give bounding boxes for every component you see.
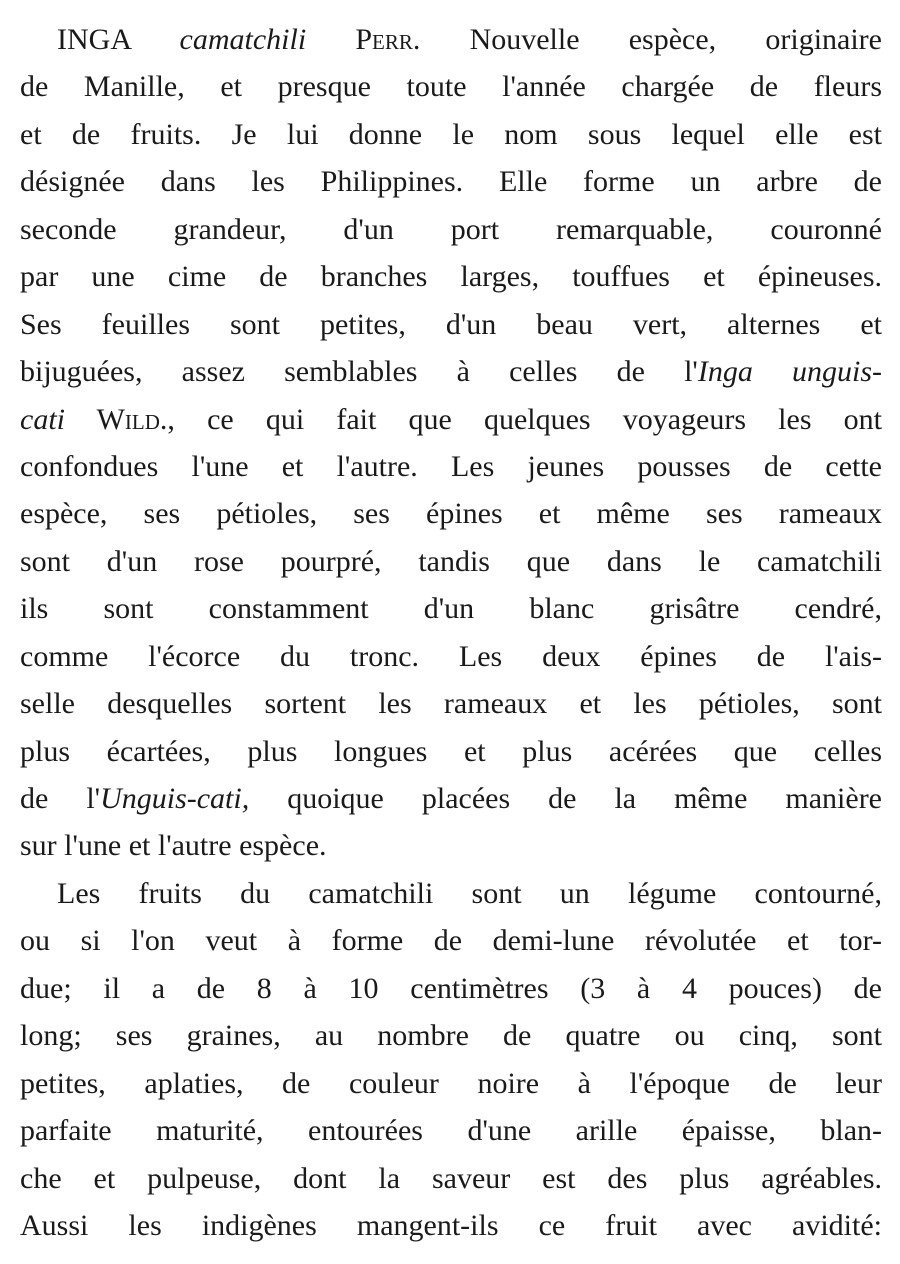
text-line <box>20 16 882 63</box>
text-run: petites, aplaties, de couleur noire à l'époque de leur <box>20 1066 882 1100</box>
text-line <box>20 301 882 348</box>
text-run: sont d'un rose pourpré, tandis que dans le camatchili <box>20 544 882 578</box>
text-line <box>20 585 882 632</box>
text-run: confondues l'une et l'autre. Les jeunes pousses de cette <box>20 449 882 483</box>
text-line <box>20 348 882 395</box>
text-run: ou si l'on veut à forme de demi-lune révolutée et tor- <box>20 924 882 958</box>
text-line <box>20 538 882 585</box>
text-run: che et pulpeuse, dont la saveur est des plus agréables. <box>20 1161 882 1195</box>
text-run: et de fruits. Je lui donne le nom sous lequel elle est <box>20 117 882 151</box>
text-run: désignée dans les Philippines. Elle forme un arbre de <box>20 165 882 199</box>
text-line <box>20 1107 882 1154</box>
text-line <box>20 633 882 680</box>
text-line <box>20 680 882 727</box>
text-run: plus écartées, plus longues et plus acérées que celles <box>20 734 882 768</box>
text-line <box>20 917 882 964</box>
text-line <box>20 396 882 443</box>
document-page <box>20 16 882 1249</box>
text-run: de l' <box>20 782 101 815</box>
text-run: Ses feuilles sont petites, d'un beau vert, alternes et <box>20 307 882 341</box>
text-run: parfaite maturité, entourées d'une arille épaisse, blan- <box>20 1114 882 1148</box>
text-run: INGA <box>57 23 180 56</box>
text-run: de Manille, et presque toute l'année chargée de fleurs <box>20 70 882 104</box>
text-run: due; il a de 8 à 10 centimètres (3 à 4 pouces) de <box>20 971 882 1005</box>
text-run: sur l'une et l'autre espèce. <box>20 829 327 863</box>
text-run: Nouvelle espèce, originaire <box>420 23 882 56</box>
text-run: seconde grandeur, d'un port remarquable, couronné <box>20 212 882 246</box>
text-line <box>20 870 882 917</box>
text-line <box>20 1060 882 1107</box>
text-line <box>20 1202 882 1249</box>
text-line <box>20 1155 882 1202</box>
text-line <box>20 965 882 1012</box>
text-run: Les fruits du camatchili sont un légume contourné, <box>57 876 882 910</box>
italic-text: cati <box>20 402 65 436</box>
text-run: par une cime de branches larges, touffues et épineuses. <box>20 260 882 294</box>
text-line <box>20 490 882 537</box>
small-caps-text: Wild. <box>65 402 168 436</box>
text-line <box>20 822 882 869</box>
text-line <box>20 111 882 158</box>
italic-text: camatchili <box>179 23 307 56</box>
text-run: long; ses graines, au nombre de quatre ou cinq, sont <box>20 1019 882 1053</box>
text-run: ils sont constamment d'un blanc grisâtre cendré, <box>20 592 882 626</box>
text-run: quoique placées de la même manière <box>249 782 882 815</box>
text-run: selle desquelles sortent les rameaux et les pétioles, sont <box>20 687 882 721</box>
italic-text: Unguis-cati, <box>100 782 250 815</box>
text-line <box>20 443 882 490</box>
text-run: , ce qui fait que quelques voyageurs les ont <box>167 402 882 436</box>
small-caps-text: Perr. <box>306 23 421 56</box>
text-line <box>20 253 882 300</box>
text-line <box>20 63 882 110</box>
text-line <box>20 1012 882 1059</box>
text-line <box>20 728 882 775</box>
text-line <box>20 158 882 205</box>
text-line <box>20 206 882 253</box>
text-run: comme l'écorce du tronc. Les deux épines de l'ais- <box>20 639 882 673</box>
text-run: Aussi les indigènes mangent-ils ce fruit avec avidité: <box>20 1208 882 1242</box>
italic-text: Inga unguis- <box>697 355 882 389</box>
text-run: bijuguées, assez semblables à celles de l' <box>20 355 698 389</box>
text-line <box>20 775 882 822</box>
text-run: espèce, ses pétioles, ses épines et même ses rameaux <box>20 497 882 531</box>
